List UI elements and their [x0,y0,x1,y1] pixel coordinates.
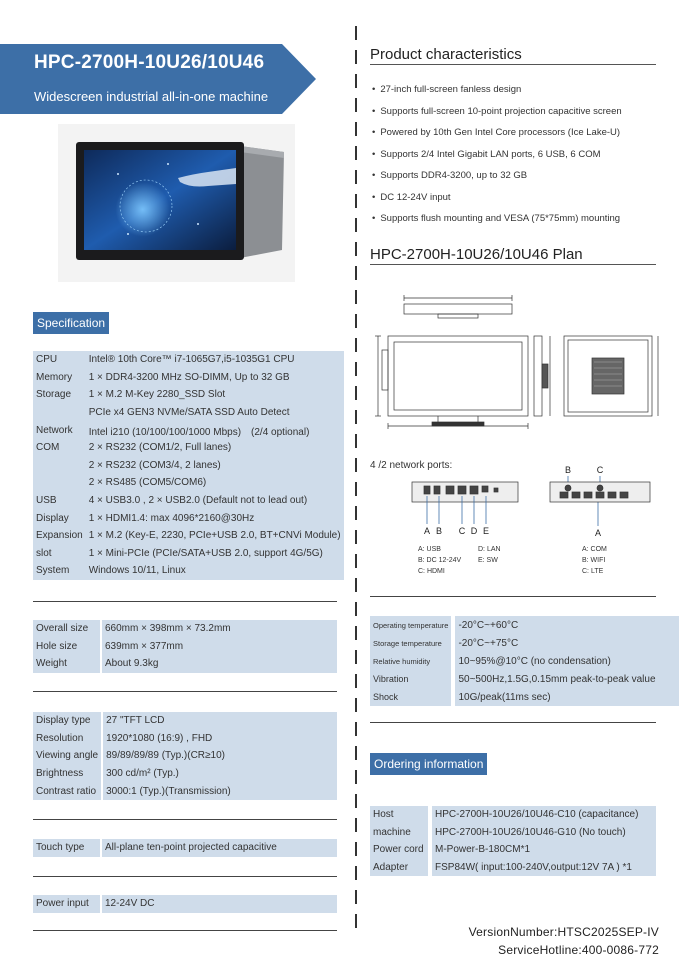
port-letter: C [596,465,604,475]
separator [33,691,337,692]
table-row [33,895,337,913]
spec-key: CPU [33,351,86,369]
order-key: machine [370,824,428,842]
port-letter: B [564,465,572,475]
spec-key [33,404,86,422]
product-image [58,124,295,282]
plan-drawing [370,290,660,445]
order-key: Adapter [370,859,428,877]
specification-heading: Specification [33,312,109,334]
port-letter: A [423,526,431,536]
legend-right: A: COM B: WIFI C: LTE [582,546,607,575]
legend-left-col2: D: LAN E: SW [478,546,501,564]
port-letter: D [470,526,478,536]
mechanical-table [33,620,337,673]
table-row [33,655,337,673]
table-row [33,404,344,422]
legend-left-col1: A: USB B: DC 12-24V C: HDMI [418,546,462,575]
spec-value: Intel i210 (10/100/100/1000 Mbps) (2/4 optional) [86,421,344,439]
spec-value: 1 × M.2 (Key-E, 2230, PCIe+USB 2.0, BT+CNVi Module) [86,527,344,545]
network-ports-label: 4 /2 network ports: [370,460,453,471]
page-title: HPC-2700H-10U26/10U46 [34,52,265,73]
spec-key: Brightness [33,765,101,783]
ports-drawing-right [546,464,656,545]
display-table [33,712,337,800]
table-row [33,638,337,656]
spec-value: 2 × RS232 (COM1/2, Full lanes) [86,439,344,457]
env-value: -20°C~+75°C [455,634,679,652]
spec-key: Expansion [33,527,86,545]
spec-key: Overall size [33,620,100,638]
spec-value: 1920*1080 (16:9) , FHD [103,730,337,748]
heading-underline [370,264,656,265]
heading-underline [370,64,656,65]
order-value: HPC-2700H-10U26/10U46-C10 (capacitance) [432,806,656,824]
table-row [33,839,337,857]
ports-drawing-left [410,466,522,545]
spec-value: 1 × Mini-PCIe (PCIe/SATA+USB 2.0, support 4G/5G) [86,545,344,563]
spec-value: Intel® 10th Core™ i7-1065G7,i5-1035G1 CPU [86,351,344,369]
table-row [33,620,337,638]
spec-key [33,457,86,475]
spec-key: System [33,562,86,580]
spec-key: Touch type [33,839,100,857]
order-key: Power cord [370,841,428,859]
environment-table [370,616,679,706]
separator [33,601,337,602]
list-item: • Supports flush mounting and VESA (75*75mm) mounting [372,212,622,234]
spec-value: 300 cd/m² (Typ.) [103,765,337,783]
spec-value: 27 "TFT LCD [103,712,337,730]
spec-value: About 9.3kg [102,655,337,673]
table-row [370,806,656,824]
page-subtitle: Widescreen industrial all-in-one machine [34,89,269,104]
table-row [33,765,337,783]
spec-key: USB [33,492,86,510]
spec-key: Display type [33,712,101,730]
table-row [33,562,344,580]
port-letter: A [594,528,602,538]
order-value: M-Power-B-180CM*1 [432,841,656,859]
power-table [33,895,337,913]
separator [33,930,337,931]
table-row [33,457,344,475]
spec-key: Hole size [33,638,100,656]
list-item: • Supports full-screen 10-point projection capacitive screen [372,105,622,127]
table-row [33,545,344,563]
spec-key: Display [33,509,86,527]
spec-value: Windows 10/11, Linux [86,562,344,580]
order-value: HPC-2700H-10U26/10U46-G10 (No touch) [432,824,656,842]
table-row [33,369,344,387]
table-row [33,351,344,369]
table-row [370,616,679,634]
table-row [370,841,656,859]
table-row [33,386,344,404]
spec-key: COM [33,439,86,457]
table-row [33,730,337,748]
spec-key: Power input [33,895,100,913]
table-row [370,824,656,842]
touch-table [33,839,337,857]
table-row [33,421,344,439]
characteristics-heading: Product characteristics [370,46,522,63]
env-value: 50~500Hz,1.5G,0.15mm peak-to-peak value [455,670,679,688]
spec-value: 4 × USB3.0 , 2 × USB2.0 (Default not to lead out) [86,492,344,510]
table-row [370,634,679,652]
table-row [370,859,656,877]
port-letter: C [458,526,466,536]
separator [33,819,337,820]
port-letter: E [482,526,490,536]
table-row [370,688,679,706]
spec-key: Network [33,421,86,439]
spec-value: 1 × HDMI1.4: max 4096*2160@30Hz [86,509,344,527]
table-row [33,474,344,492]
spec-key: Weight [33,655,100,673]
separator [370,596,656,597]
table-row [33,747,337,765]
spec-key [33,474,86,492]
spec-key: Viewing angle [33,747,101,765]
separator [370,722,656,723]
spec-value: 3000:1 (Typ.)(Transmission) [103,782,337,800]
spec-value: 1 × M.2 M-Key 2280_SSD Slot [86,386,344,404]
spec-value: 89/89/89/89 (Typ.)(CR≥10) [103,747,337,765]
spec-key: Resolution [33,730,101,748]
spec-key: Storage [33,386,86,404]
separator [33,876,337,877]
env-value: -20°C~+60°C [455,616,679,634]
list-item: • Powered by 10th Gen Intel Core processors (Ice Lake-U) [372,126,622,148]
ordering-table [370,806,656,876]
list-item: • 27-inch full-screen fanless design [372,83,622,105]
table-row [33,509,344,527]
order-key: Host [370,806,428,824]
ordering-heading: Ordering information [370,753,487,775]
spec-value: All-plane ten-point projected capacitive [102,839,337,857]
list-item: • DC 12-24V input [372,191,622,213]
table-row [33,712,337,730]
list-item: • Supports 2/4 Intel Gigabit LAN ports, 6 USB, 6 COM [372,148,622,170]
env-key: Vibration [370,670,451,688]
port-letter: B [435,526,443,536]
spec-value: 1 × DDR4-3200 MHz SO-DIMM, Up to 32 GB [86,369,344,387]
spec-value: PCIe x4 GEN3 NVMe/SATA SSD Auto Detect [86,404,344,422]
spec-key: Contrast ratio [33,782,101,800]
env-key: Storage temperature [370,634,451,652]
spec-value: 12-24V DC [102,895,337,913]
spec-value: 660mm × 398mm × 73.2mm [102,620,337,638]
env-key: Relative humidity [370,652,451,670]
table-row [33,439,344,457]
plan-heading: HPC-2700H-10U26/10U46 Plan [370,246,583,263]
env-value: 10G/peak(11ms sec) [455,688,679,706]
table-row [33,492,344,510]
order-value: FSP84W( input:100-240V,output:12V 7A ) *1 [432,859,656,877]
table-row [370,652,679,670]
table-row [370,670,679,688]
service-hotline: ServiceHotline:400-0086-772 [498,943,659,957]
env-value: 10~95%@10°C (no condensation) [455,652,679,670]
version-number: VersionNumber:HTSC2025SEP-IV [468,925,659,939]
specification-table [33,351,344,580]
spec-key: slot [33,545,86,563]
spec-value: 2 × RS485 (COM5/COM6) [86,474,344,492]
spec-value: 639mm × 377mm [102,638,337,656]
table-row [33,527,344,545]
feature-list [372,83,622,234]
spec-value: 2 × RS232 (COM3/4, 2 lanes) [86,457,344,475]
env-key: Operating temperature [370,616,451,634]
env-key: Shock [370,688,451,706]
list-item: • Supports DDR4-3200, up to 32 GB [372,169,622,191]
table-row [33,782,337,800]
spec-key: Memory [33,369,86,387]
